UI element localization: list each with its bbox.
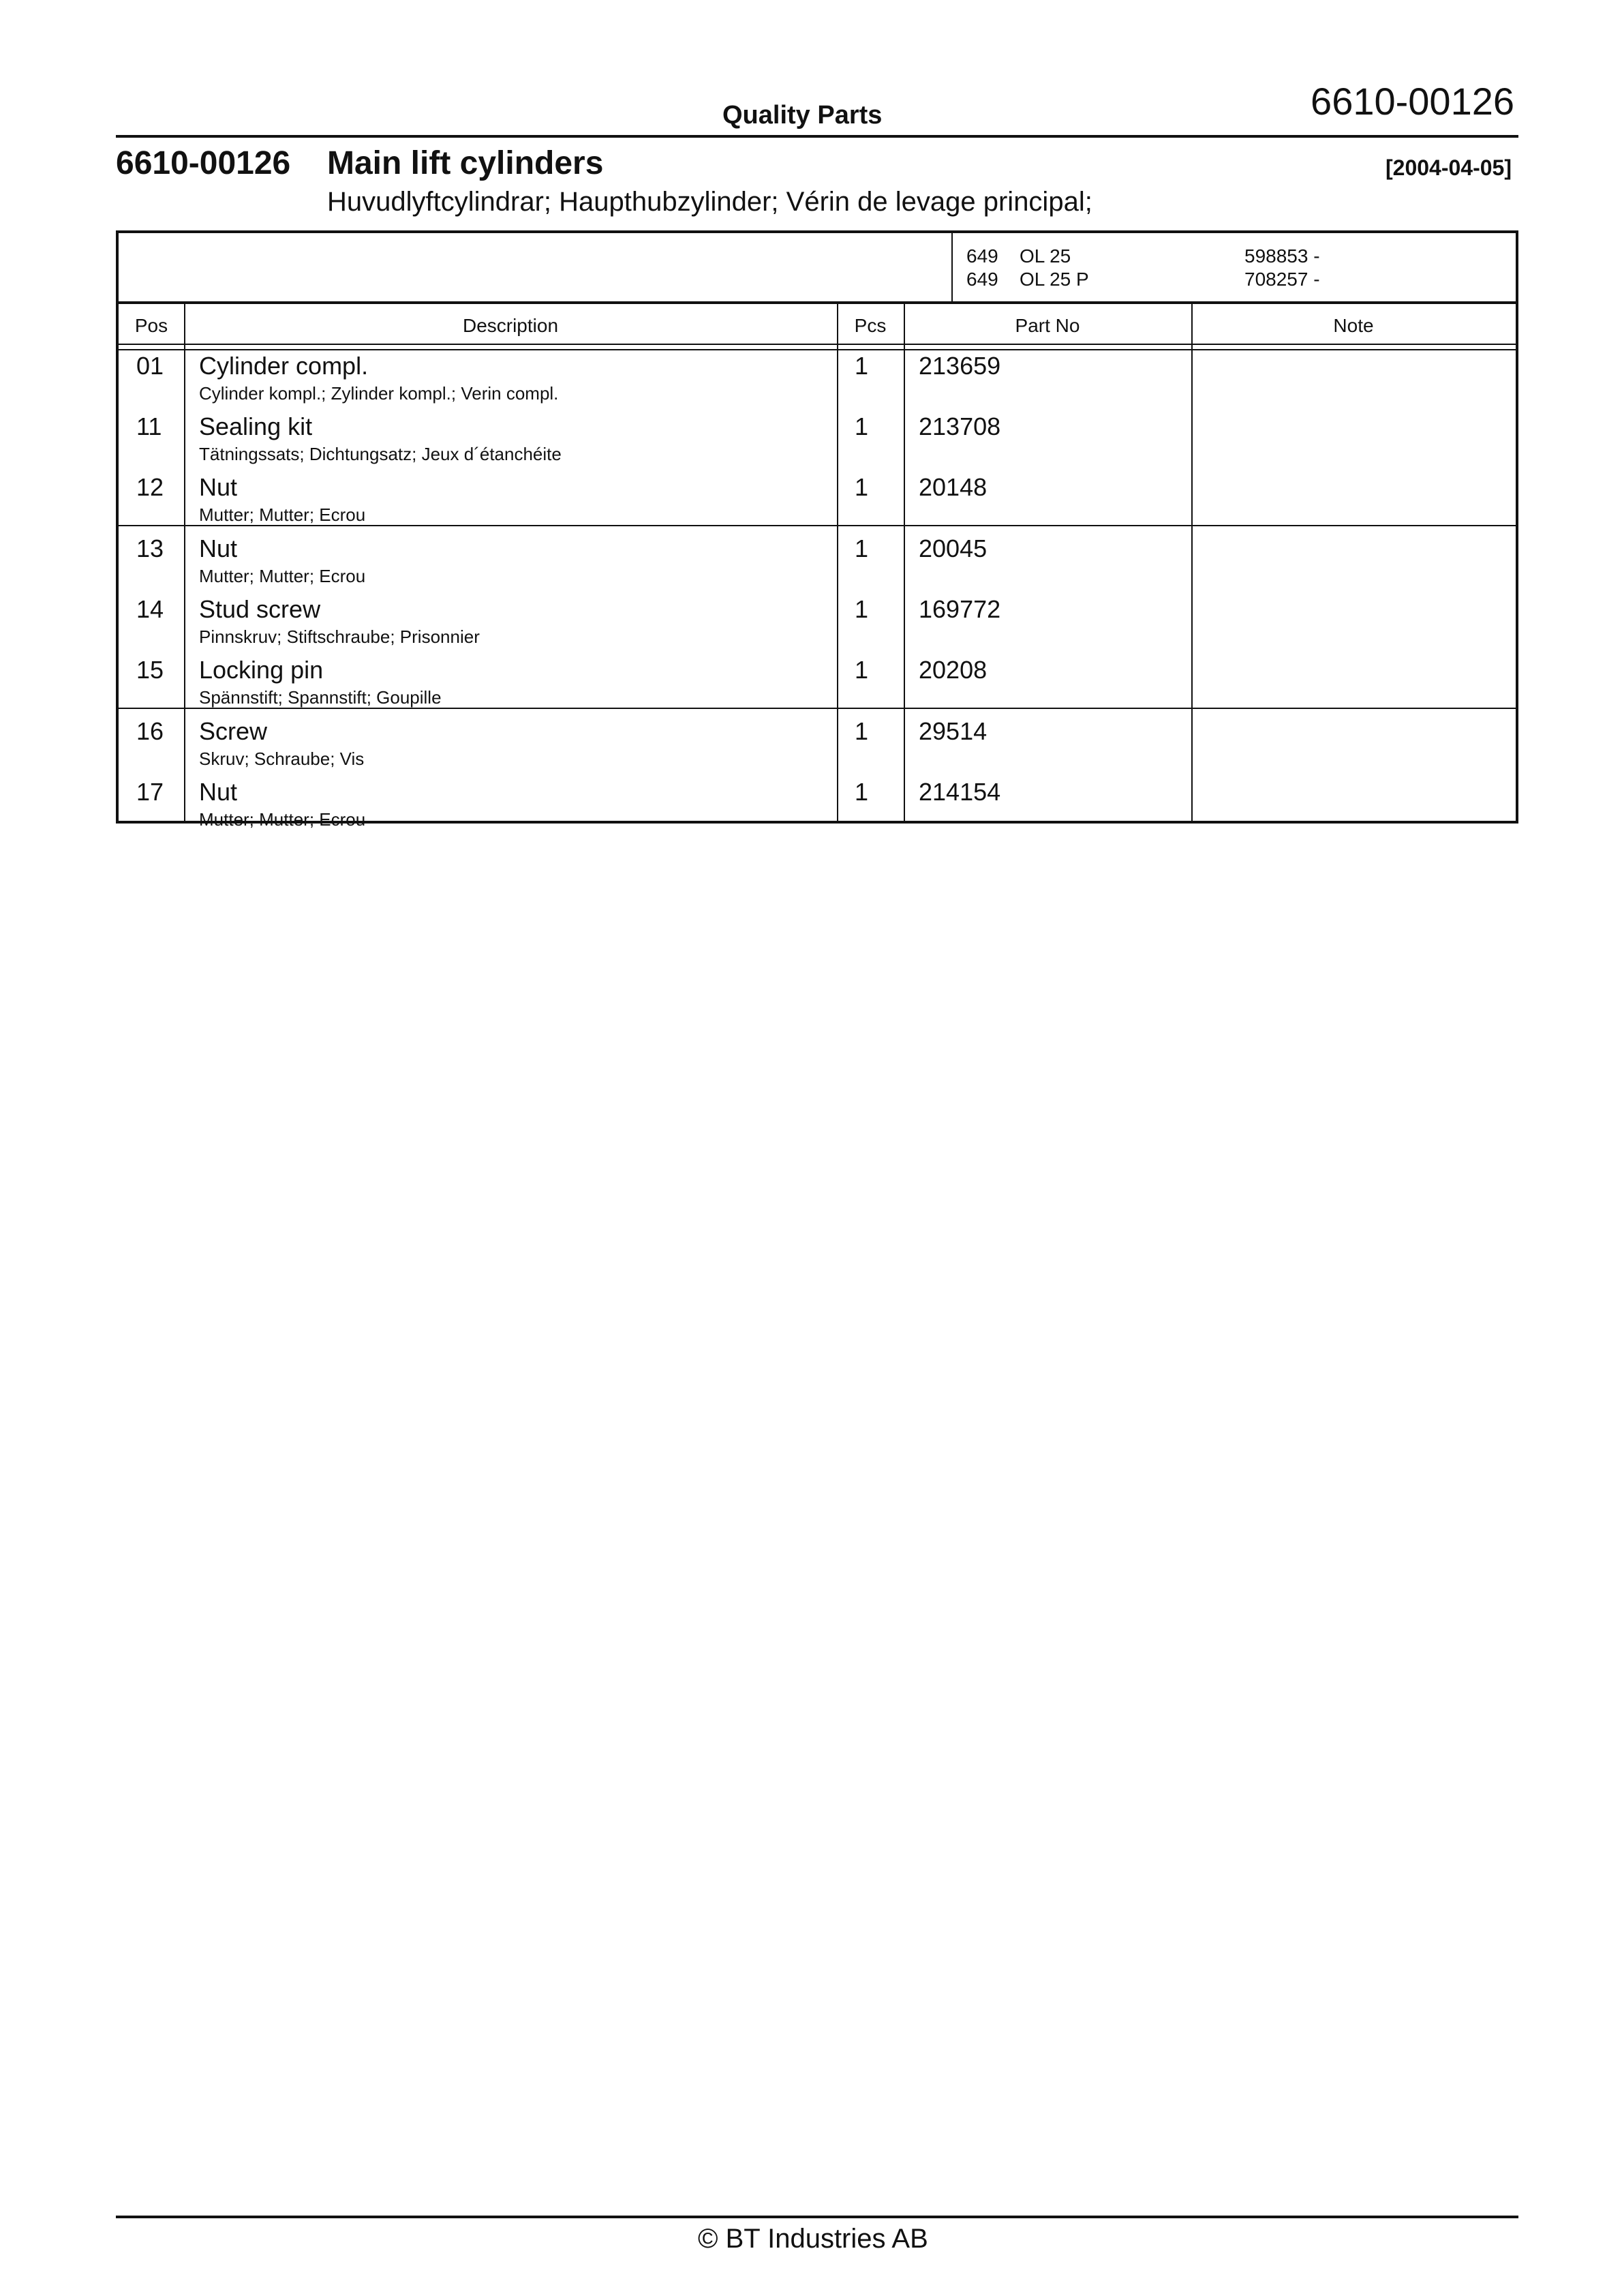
- row-description: Locking pin: [199, 656, 324, 684]
- row-part-no: 20045: [919, 534, 988, 562]
- table-row: [119, 716, 1516, 776]
- row-pcs: 1: [855, 473, 869, 501]
- column-header-note: Note: [1333, 315, 1374, 336]
- table-row: [119, 776, 1516, 836]
- section-title: Main lift cylinders: [327, 145, 604, 181]
- column-header-part-no: Part No: [1015, 315, 1080, 336]
- row-description-translations: Skruv; Schraube; Vis: [199, 749, 365, 769]
- row-description-translations: Mutter; Mutter; Ecrou: [199, 566, 366, 586]
- table-row: [119, 350, 1516, 410]
- row-part-no: 214154: [919, 778, 1001, 806]
- header-brand: Quality Parts: [722, 101, 883, 130]
- row-description: Nut: [199, 473, 238, 501]
- row-description-translations: Mutter; Mutter; Ecrou: [199, 504, 366, 525]
- row-part-no: 169772: [919, 595, 1001, 623]
- row-pos: 01: [136, 352, 164, 380]
- row-description-translations: Pinnskruv; Stiftschraube; Prisonnier: [199, 626, 480, 647]
- row-description: Screw: [199, 717, 268, 745]
- row-pos: 12: [136, 473, 164, 501]
- model-applicability: [119, 233, 1516, 301]
- column-header-pcs: Pcs: [854, 315, 887, 336]
- table-header-top-rule: [119, 301, 1516, 304]
- header-document-number: 6610-00126: [1311, 80, 1514, 123]
- table-header-bottom-rule: [119, 344, 1516, 345]
- footer-copyright: © BT Industries AB: [698, 2224, 928, 2254]
- footer-divider: [116, 2216, 1518, 2218]
- model-serial: 708257 -: [1244, 269, 1320, 290]
- table-row: [119, 411, 1516, 471]
- row-description: Nut: [199, 778, 238, 806]
- header-divider: [116, 135, 1518, 138]
- row-pcs: 1: [855, 656, 869, 684]
- row-description: Cylinder compl.: [199, 352, 369, 380]
- row-pcs: 1: [855, 717, 869, 745]
- table-row: [119, 654, 1516, 714]
- row-pos: 14: [136, 595, 164, 623]
- row-pos: 13: [136, 534, 164, 562]
- row-group-divider: [119, 708, 1516, 709]
- section-subtitle: Huvudlyftcylindrar; Haupthubzylinder; Vérin de levage principal;: [327, 187, 1092, 217]
- model-name: OL 25 P: [1020, 269, 1089, 290]
- row-pcs: 1: [855, 534, 869, 562]
- row-pos: 11: [136, 412, 162, 440]
- row-group-divider: [119, 525, 1516, 526]
- row-description: Stud screw: [199, 595, 321, 623]
- row-pos: 17: [136, 778, 164, 806]
- model-code: 649: [966, 245, 998, 267]
- row-description-translations: Spännstift; Spannstift; Goupille: [199, 687, 442, 708]
- section-number: 6610-00126: [116, 145, 291, 181]
- table-row: [119, 533, 1516, 593]
- row-part-no: 20148: [919, 473, 988, 501]
- row-pcs: 1: [855, 778, 869, 806]
- row-part-no: 213708: [919, 412, 1001, 440]
- row-part-no: 20208: [919, 656, 988, 684]
- row-description-translations: Mutter; Mutter; Ecrou: [199, 809, 366, 830]
- row-pos: 16: [136, 717, 164, 745]
- row-pcs: 1: [855, 352, 869, 380]
- row-description: Nut: [199, 534, 238, 562]
- section-date: [2004-04-05]: [1386, 155, 1512, 180]
- model-divider: [951, 233, 953, 301]
- row-part-no: 213659: [919, 352, 1001, 380]
- model-code: 649: [966, 269, 998, 290]
- row-pos: 15: [136, 656, 164, 684]
- parts-table: [116, 230, 1518, 830]
- column-header-pos: Pos: [134, 315, 168, 336]
- row-part-no: 29514: [919, 717, 988, 745]
- model-serial: 598853 -: [1244, 245, 1320, 267]
- column-header-description: Description: [462, 315, 559, 336]
- row-pcs: 1: [855, 412, 869, 440]
- row-description: Sealing kit: [199, 412, 313, 440]
- model-name: OL 25: [1020, 245, 1071, 267]
- table-row: [119, 594, 1516, 654]
- table-row: [119, 472, 1516, 532]
- row-description-translations: Tätningssats; Dichtungsatz; Jeux d´étanchéite: [199, 444, 562, 464]
- row-description-translations: Cylinder kompl.; Zylinder kompl.; Verin compl.: [199, 383, 559, 404]
- row-pcs: 1: [855, 595, 869, 623]
